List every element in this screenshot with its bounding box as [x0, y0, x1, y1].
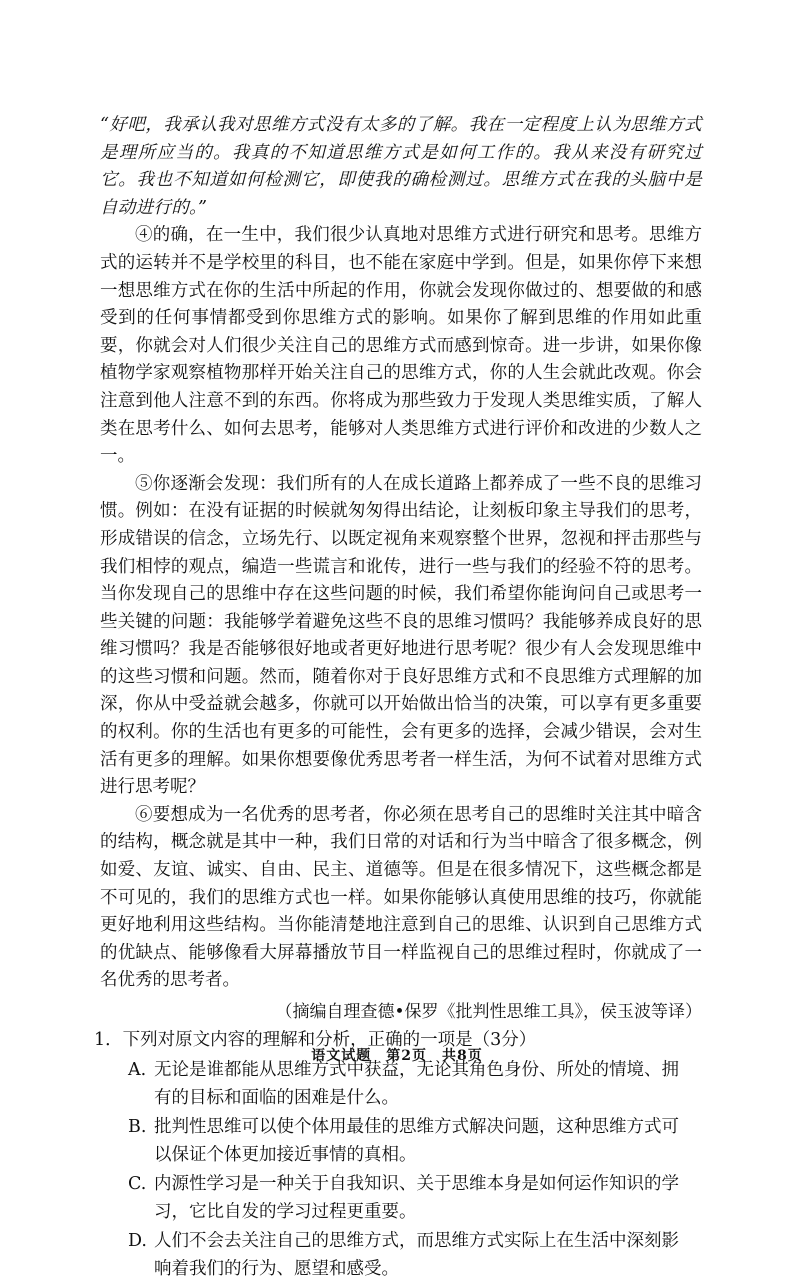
paragraph-6: ⑥要想成为一名优秀的思考者，你必须在思考自己的思维时关注其中暗含的结构，概念就是其中一种，我们日常的对话和行为当中暗含了很多概念，例如爱、友谊、诚实、自由、民主、道德等。但是在很多情况下，这些概念都是不可见的，我们的思维方式也一样。如果你能够认真使用思维的技巧，你就能更好地利用这些结构。当你能清楚地注意到自己的思维、认识到自己思维方式的优缺点、能够像看大屏幕播放节目一样监视自己的思维过程时，你就成了一名优秀的思考者。	[100, 804, 702, 991]
paragraph-4: ④的确，在一生中，我们很少认真地对思维方式进行研究和思考。思维方式的运转并不是学校里的科目，也不能在家庭中学到。但是，如果你停下来想一想思维方式在你的生活中所起的作用，你就会发现你做过的、想要做的和感受到的任何事情都受到你思维方式的影响。如果你了解到思维的作用如此重要，你就会对人们很少关注自己的思维方式而感到惊奇。进一步讲，如果你像植物学家观察植物那样开始关注自己的思维方式，你的人生会就此改观。你会注意到他人注意不到的东西。你将成为那些致力于发现人类思维实质，了解人类在思考什么、如何去思考，能够对人类思维方式进行评价和改进的少数人之一。	[100, 225, 702, 467]
option-c	[128, 1170, 702, 1226]
options-list	[128, 1056, 702, 1283]
paragraph-5: ⑤你逐渐会发现：我们所有的人在成长道路上都养成了一些不良的思维习惯。例如：在没有证据的时候就匆匆得出结论，让刻板印象主导我们的思考，形成错误的信念，立场先行、以既定视角来观察整个世界，忽视和抨击那些与我们相悖的观点，编造一些谎言和讹传，进行一些与我们的经验不符的思考。当你发现自己的思维中存在这些问题的时候，我们希望你能询问自己或思考一些关键的问题：我能够学着避免这些不良的思维习惯吗？我能够养成良好的思维习惯吗？我是否能够很好地或者更好地进行思考呢？很少有人会发现思维中的这些习惯和问题。然而，随着你对于良好思维方式和不良思维方式理解的加深，你从中受益就会越多，你就可以开始做出恰当的决策，可以享有更多重要的权利。你的生活也有更多的可能性，会有更多的选择，会减少错误，会对生活有更多的理解。如果你想要像优秀思考者一样生活，为何不试着对思维方式进行思考呢？	[100, 473, 702, 798]
article	[100, 112, 702, 1026]
option-text: 人们不会去关注自己的思维方式，而思维方式实际上在生活中深刻影响着我们的行为、愿望和感受。	[154, 1231, 679, 1279]
option-letter: C.	[128, 1174, 147, 1194]
page-footer: 语文试题 第2页 共8页	[311, 1048, 483, 1064]
option-letter: B.	[128, 1117, 147, 1137]
question-stem: 1．下列对原文内容的理解和分析，正确的一项是（3分）	[94, 1030, 537, 1050]
source-citation: （摘编自理查德•保罗《批判性思维工具》，侯玉波等译）	[275, 1002, 702, 1022]
option-letter: A.	[128, 1060, 147, 1080]
option-d	[128, 1227, 702, 1283]
option-text: 无论是谁都能从思维方式中获益，无论其角色身份、所处的情境、拥有的目标和面临的困难是什么。	[154, 1060, 679, 1108]
option-b	[128, 1113, 702, 1169]
option-text: 内源性学习是一种关于自我知识、关于思维本身是如何运作知识的学习，它比自发的学习过程更重要。	[154, 1174, 679, 1222]
quote-paragraph: “好吧，我承认我对思维方式没有太多的了解。我在一定程度上认为思维方式是理所应当的。我真的不知道思维方式是如何工作的。我从来没有研究过它。我也不知道如何检测它，即使我的确检测过。思维方式在我的头脑中是自动进行的。”	[100, 115, 702, 218]
option-letter: D.	[128, 1231, 147, 1251]
option-text: 批判性思维可以使个体用最佳的思维方式解决问题，这种思维方式可以保证个体更加接近事情的真相。	[154, 1117, 679, 1165]
